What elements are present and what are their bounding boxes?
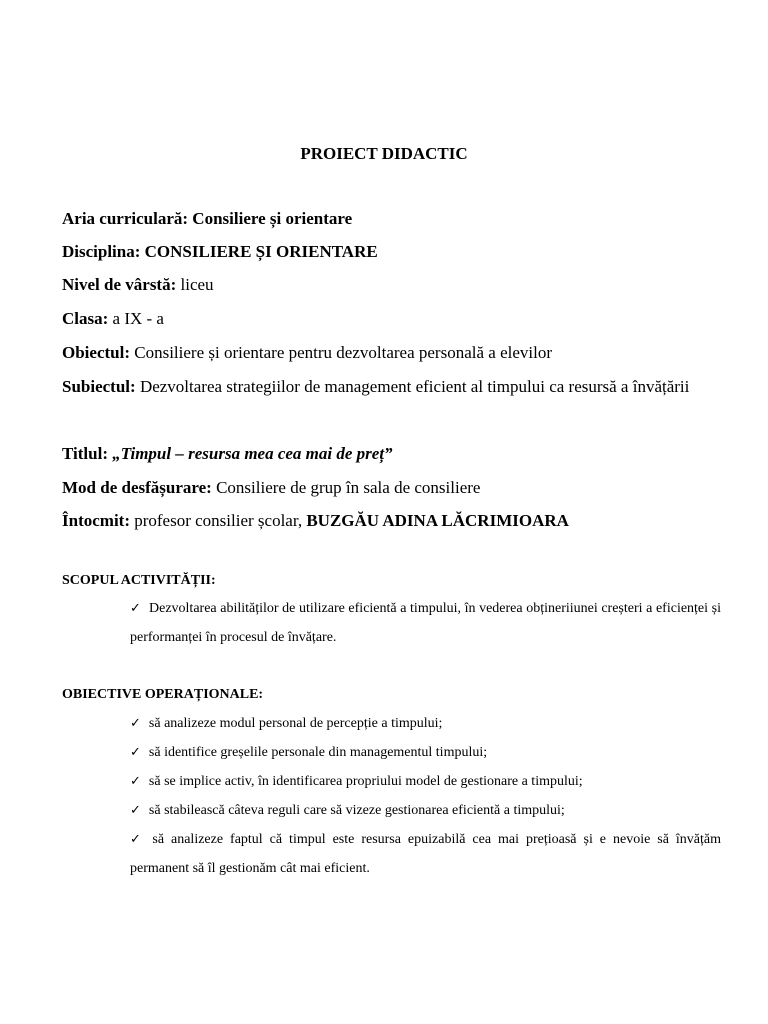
field-intocmit: [62, 504, 722, 537]
check-icon: ✓: [130, 774, 141, 789]
scop-text: Dezvoltarea abilităților de utilizare eficientă a timpului, în vederea obțineriiunei creșteri a eficienței și performanței în procesul de învățare.: [130, 601, 721, 645]
list-item: [130, 709, 442, 738]
field-value: Consiliere și orientare pentru dezvoltarea personală a elevilor: [130, 343, 552, 362]
field-mod-desfasurare: [62, 471, 722, 504]
field-label: Clasa:: [62, 309, 109, 328]
field-aria-curriculara: [62, 202, 722, 235]
section-heading-obiective: OBIECTIVE OPERAȚIONALE:: [62, 687, 264, 702]
field-nivel-varsta: [62, 268, 722, 301]
field-label: Disciplina:: [62, 242, 141, 261]
field-obiectul: [62, 336, 722, 369]
field-value: profesor consilier școlar,: [129, 511, 307, 530]
field-value: CONSILIERE ȘI ORIENTARE: [140, 242, 378, 261]
field-label: Obiectul:: [62, 343, 130, 362]
check-icon: ✓: [130, 745, 141, 760]
field-value: „Timpul – resursa mea cea mai de preț”: [107, 444, 393, 463]
scop-paragraph: [74, 594, 721, 652]
check-icon: ✓: [130, 803, 141, 818]
check-icon: ✓: [130, 716, 141, 731]
list-item: [130, 796, 565, 825]
field-label: Mod de desfășurare:: [62, 478, 212, 497]
list-item: [74, 825, 721, 883]
check-icon: ✓: [130, 832, 145, 847]
page-title: PROIECT DIDACTIC: [300, 144, 468, 163]
field-label: Aria curriculară:: [62, 209, 189, 228]
field-disciplina: [62, 235, 722, 268]
field-value: a IX - a: [108, 309, 164, 328]
field-value: Consiliere și orientare: [188, 209, 353, 228]
author-name: BUZGĂU ADINA LĂCRIMIOARA: [306, 511, 569, 530]
field-subiectul: [62, 370, 722, 403]
field-value: Consiliere de grup în sala de consiliere: [211, 478, 481, 497]
objective-text: să identifice greșelile personale din managementul timpului;: [148, 745, 488, 760]
check-icon: ✓: [130, 601, 141, 616]
objective-text: să stabilească câteva reguli care să vizeze gestionarea eficientă a timpului;: [148, 803, 565, 818]
field-label: Titlul:: [62, 444, 108, 463]
objective-text: să analizeze modul personal de percepție a timpului;: [148, 716, 443, 731]
objective-text: să se implice activ, în identificarea propriului model de gestionare a timpului;: [148, 774, 583, 789]
list-item: [130, 738, 487, 767]
objective-text: să analizeze faptul că timpul este resursa epuizabilă cea mai prețioasă și e nevoie să învățăm permanent să îl gestionăm cât mai eficient.: [130, 832, 721, 876]
field-titlul: [62, 437, 722, 470]
field-label: Nivel de vârstă:: [62, 275, 177, 294]
field-value: liceu: [176, 275, 214, 294]
field-label: Subiectul:: [62, 377, 136, 396]
section-heading-scop: SCOPUL ACTIVITĂȚII:: [62, 573, 216, 588]
list-item: [130, 767, 583, 796]
field-value: Dezvoltarea strategiilor de management eficient al timpului ca resursă a învățării: [135, 377, 690, 396]
field-label: Întocmit:: [62, 511, 130, 530]
field-clasa: [62, 302, 722, 335]
